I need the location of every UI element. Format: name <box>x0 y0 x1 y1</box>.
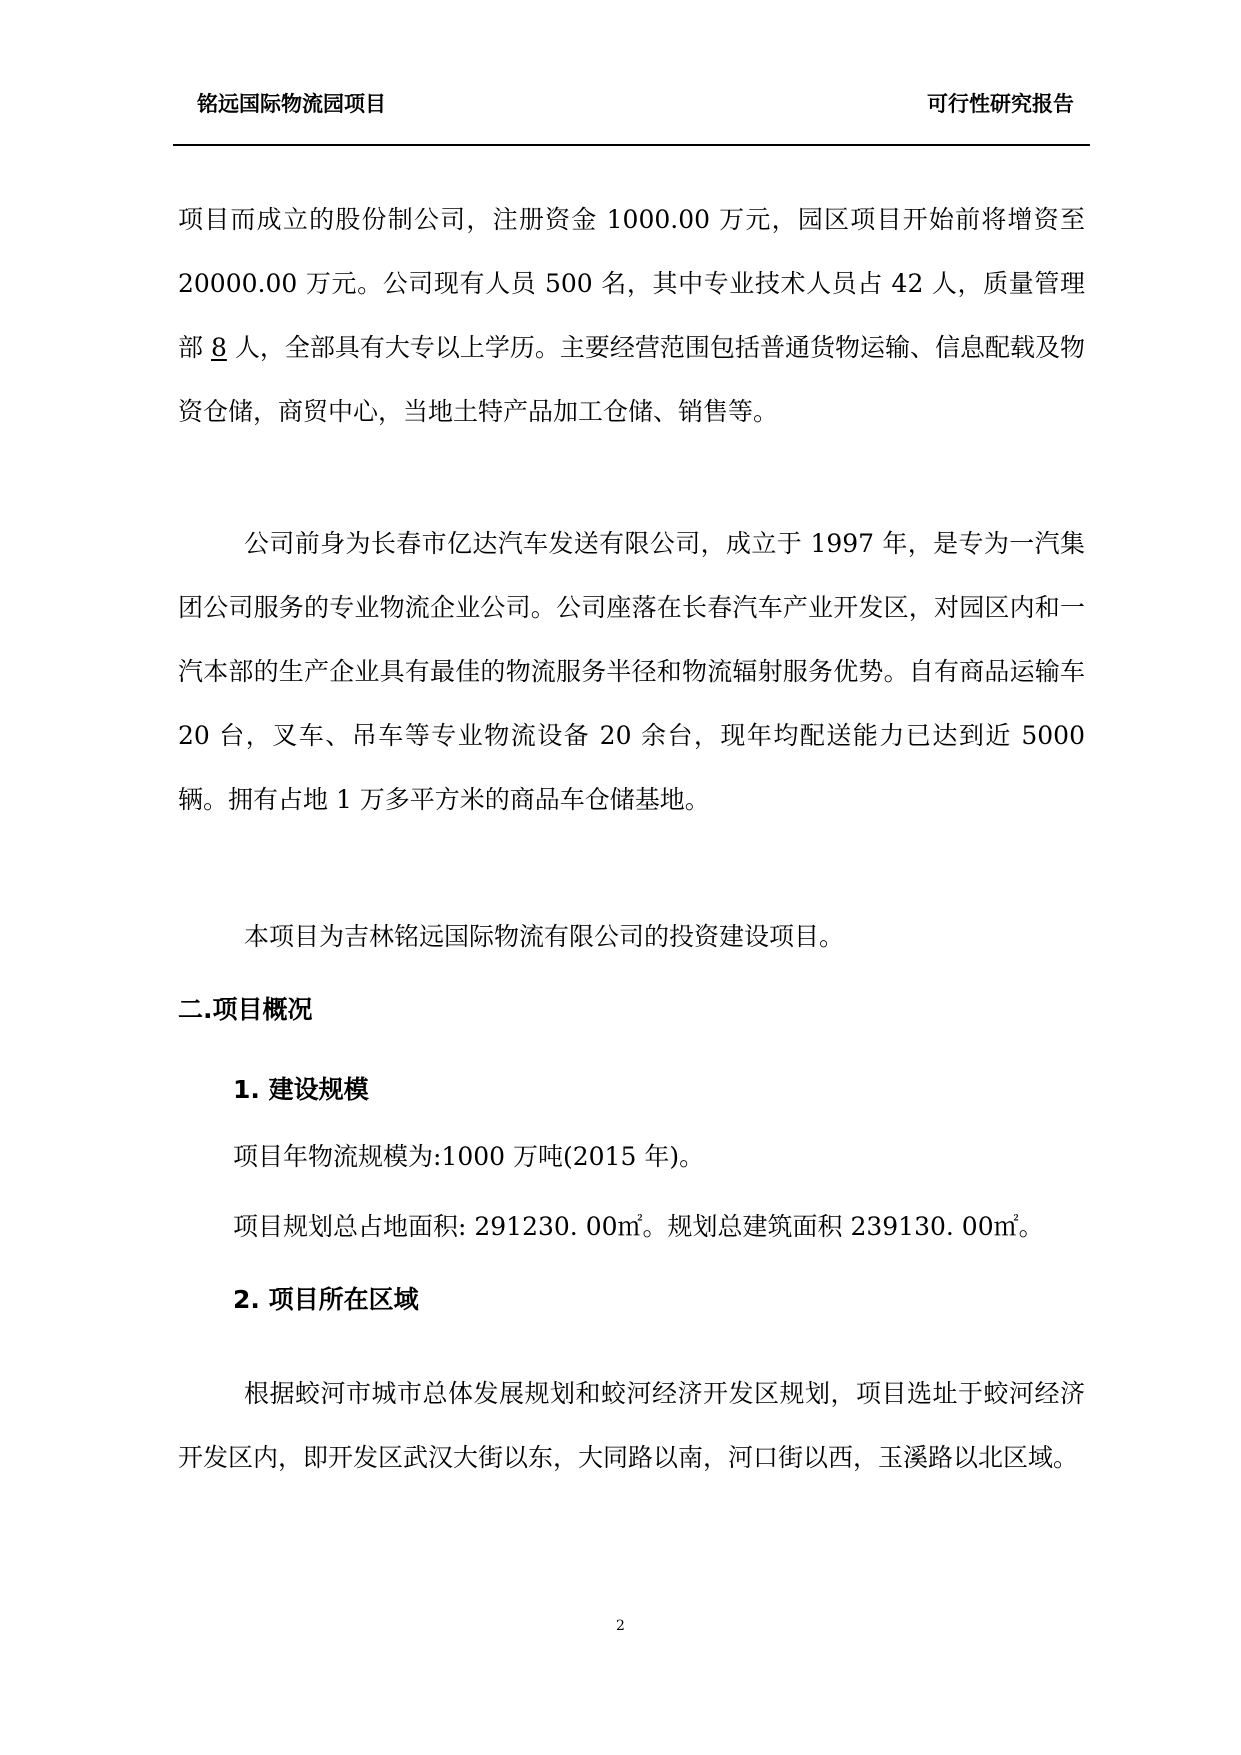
page-number: 2 <box>616 1618 625 1634</box>
underlined-number: 8 <box>210 333 227 362</box>
paragraph-location <box>178 1362 1085 1490</box>
paragraph-text: 人，全部具有大专以上学历。主要经营范围包括普通货物运输、信息配载及物资仓储，商贸中心，当地土特产品加工仓储、销售等。 <box>178 333 1086 426</box>
paragraph-project-owner <box>178 905 1085 969</box>
paragraph-company-intro <box>178 188 1085 444</box>
paragraph-text: 根据蛟河市城市总体发展规划和蛟河经济开发区规划，项目选址于蛟河经济开发区内，即开发区武汉大街以东，大同路以南，河口街以西，玉溪路以北区域。 <box>178 1379 1085 1472</box>
subsection-heading-location: 2. 项目所在区域 <box>233 1285 419 1314</box>
subsection-heading-scale: 1. 建设规模 <box>233 1075 369 1104</box>
header-report-type: 可行性研究报告 <box>927 92 1074 116</box>
section-heading: 二.项目概况 <box>178 995 313 1024</box>
paragraph-text: 本项目为吉林铭远国际物流有限公司的投资建设项目。 <box>244 922 845 951</box>
scale-line-area: 项目规划总占地面积: 291230. 00㎡。规划总建筑面积 239130. 00㎡。 <box>233 1212 1044 1241</box>
header-divider <box>173 144 1090 146</box>
paragraph-text: 项目而成立的股份制公司，注册资金 1000.00 万元，园区项目开始前将增资至 20000.00 万元。公司现有人员 500 名，其中专业技术人员占 42 人，质量管理部 <box>178 205 1085 362</box>
header-project-title: 铭远国际物流园项目 <box>197 92 386 116</box>
paragraph-text: 公司前身为长春市亿达汽车发送有限公司，成立于 1997 年，是专为一汽集团公司服务的专业物流企业公司。公司座落在长春汽车产业开发区，对园区内和一汽本部的生产企业具有最佳的物流服务半径和物流辐射服务优势。自有商品运输车 20 台，叉车、吊车等专业物流设备 20 余台，现年均配送能力已达到近 5000 辆。拥有占地 1 万多平方米的商品车仓储基地。 <box>178 529 1085 814</box>
scale-line-volume: 项目年物流规模为:1000 万吨(2015 年)。 <box>233 1142 705 1171</box>
paragraph-company-history <box>178 512 1085 832</box>
